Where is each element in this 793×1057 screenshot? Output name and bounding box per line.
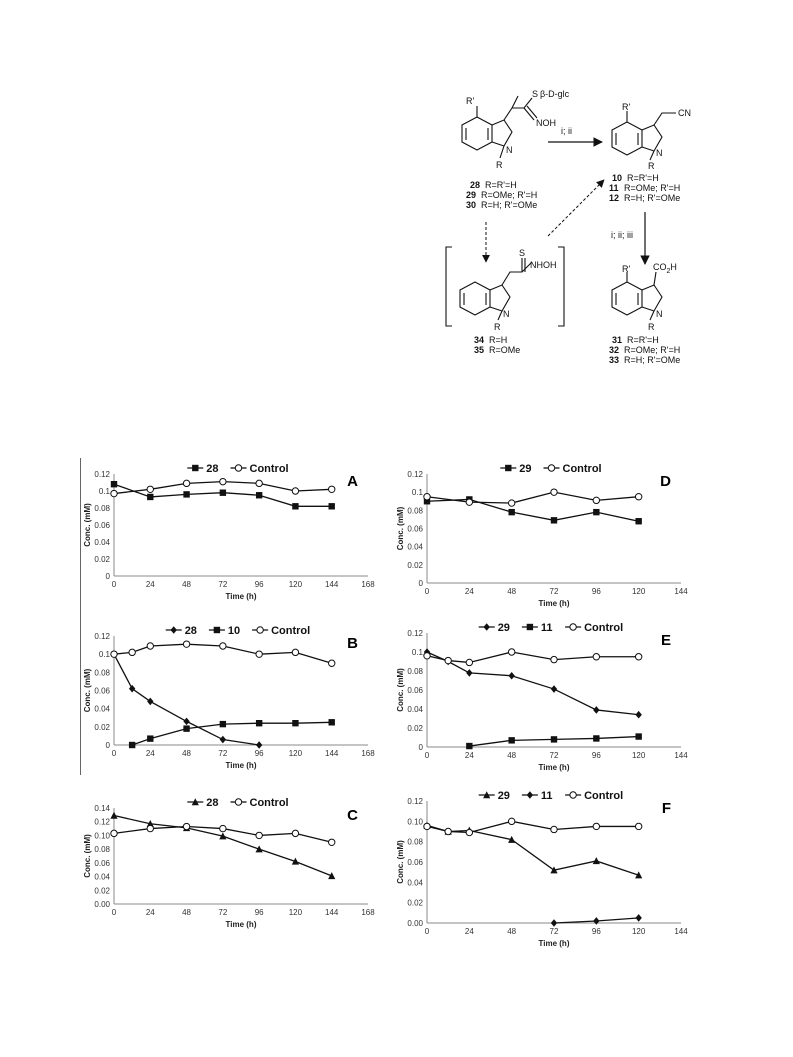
series-29 (424, 648, 642, 718)
legend-marker (235, 799, 241, 805)
x-tick-label: 24 (464, 587, 474, 596)
x-tick-label: 48 (182, 749, 192, 758)
svg-text:R=H; R'=OMe: R=H; R'=OMe (481, 200, 538, 210)
legend (187, 797, 288, 809)
x-tick-label: 72 (218, 580, 228, 589)
data-point (593, 857, 600, 864)
data-point (508, 818, 514, 824)
data-point (329, 503, 335, 509)
panel-letter: B (347, 635, 358, 652)
svg-text:11: 11 (609, 183, 619, 193)
series-control (424, 489, 642, 506)
series-11 (551, 914, 642, 927)
data-point (220, 490, 226, 496)
r-label: R (496, 160, 503, 170)
data-point (129, 742, 135, 748)
data-point (220, 736, 226, 744)
legend-marker (235, 465, 241, 471)
y-axis-title: Conc. (mM) (83, 503, 92, 547)
data-point (508, 737, 514, 743)
legend-label: 10 (227, 625, 241, 637)
series-line (132, 722, 332, 745)
series-control (424, 818, 642, 836)
panel-letter: A (347, 473, 358, 490)
series-line (427, 499, 639, 521)
panel-letter: D (660, 473, 671, 490)
legend-marker (570, 792, 576, 798)
chart-panel-e (393, 617, 693, 777)
x-tick-label: 168 (361, 908, 375, 917)
data-point (466, 659, 472, 665)
legend-marker (484, 623, 490, 631)
data-point (329, 486, 335, 492)
sulfur-label: S (532, 89, 539, 99)
compound-list-34 (474, 335, 520, 355)
data-point (292, 649, 298, 655)
data-point (183, 823, 189, 829)
legend-label: 11 (540, 790, 553, 802)
rprime-label-10: R' (622, 102, 631, 112)
arrow-down-label: i; ii; iii (611, 230, 633, 240)
compound-list-31 (609, 335, 680, 365)
y-tick-label: 0.02 (94, 722, 110, 732)
legend (166, 625, 311, 637)
y-tick-label: 0.04 (407, 705, 423, 714)
legend-label: 29 (519, 463, 532, 475)
data-point (551, 826, 557, 832)
legend-label: Control (584, 622, 624, 634)
y-tick-label: 0.02 (407, 898, 423, 908)
dashed-arrow-34-to-10 (548, 180, 604, 236)
compound-list-28 (466, 180, 537, 210)
y-axis-title: Conc. (mM) (396, 840, 405, 884)
data-point (551, 736, 557, 742)
legend-marker (548, 465, 554, 471)
data-point (183, 480, 189, 486)
svg-text:33: 33 (609, 355, 620, 365)
data-point (328, 872, 335, 879)
y-tick-label: 0.02 (407, 724, 423, 733)
svg-text:R=OMe; R'=H: R=OMe; R'=H (481, 190, 538, 200)
series-line (427, 825, 639, 875)
x-tick-label: 48 (182, 580, 192, 589)
data-point (635, 823, 641, 829)
legend-marker (214, 627, 220, 633)
x-axis-title: Time (h) (538, 939, 570, 948)
chart-panel-a (80, 458, 380, 606)
legend-marker (505, 465, 511, 471)
x-axis-title: Time (h) (225, 592, 257, 601)
legend (500, 463, 601, 475)
x-tick-label: 120 (631, 587, 646, 596)
n-label-31: N (656, 309, 663, 319)
data-point (147, 698, 153, 706)
series-line (427, 652, 639, 662)
n-label: N (506, 145, 513, 155)
x-tick-label: 144 (325, 749, 339, 758)
data-point (256, 720, 262, 726)
data-point (466, 743, 472, 749)
data-point (329, 839, 335, 845)
svg-text:30: 30 (466, 200, 477, 210)
data-point (256, 480, 262, 486)
data-point (635, 494, 641, 500)
x-tick-label: 0 (424, 927, 430, 936)
data-point (551, 489, 557, 495)
legend-label: Control (271, 625, 311, 637)
data-point (129, 685, 135, 693)
n-label-34: N (503, 309, 510, 319)
x-tick-label: 24 (145, 749, 155, 758)
series-10 (129, 719, 335, 748)
data-point (551, 919, 557, 927)
data-point (111, 481, 117, 487)
svg-text:R=H; R'=OMe: R=H; R'=OMe (624, 193, 681, 203)
y-tick-label: 0.06 (94, 521, 110, 530)
x-tick-label: 168 (361, 749, 375, 758)
compound-31-structure (612, 272, 662, 320)
x-tick-label: 144 (674, 927, 688, 936)
x-tick-label: 144 (325, 908, 339, 917)
data-point (256, 651, 262, 657)
x-tick-label: 168 (361, 580, 375, 589)
y-tick-label: 0.06 (407, 686, 423, 695)
x-tick-label: 48 (507, 751, 517, 760)
data-point (111, 830, 117, 836)
legend (479, 622, 624, 634)
arrow-top-label: i; ii (561, 126, 572, 136)
legend-label: Control (249, 463, 289, 475)
x-tick-label: 48 (182, 908, 192, 917)
legend-label: 28 (206, 797, 219, 809)
data-point (508, 509, 514, 515)
x-tick-label: 96 (254, 908, 264, 917)
y-tick-label: 0.02 (407, 560, 423, 570)
data-point (445, 828, 451, 834)
legend-label: Control (584, 790, 624, 802)
y-tick-label: 0.08 (94, 504, 110, 513)
data-point (111, 651, 117, 657)
chart-panel-c (80, 792, 380, 934)
svg-text:R=OMe; R'=H: R=OMe; R'=H (624, 183, 681, 193)
data-point (593, 654, 599, 660)
y-tick-label: 0 (105, 741, 110, 750)
nhoh-label: NHOH (530, 260, 557, 270)
data-point (551, 685, 557, 693)
chart-panel-b (80, 620, 380, 775)
data-point (129, 649, 135, 655)
y-tick-label: 0.10 (94, 831, 110, 841)
x-tick-label: 72 (549, 751, 559, 760)
rprime-label-31: R' (622, 264, 631, 274)
series-control (111, 641, 335, 666)
x-tick-label: 120 (631, 927, 646, 936)
data-point (147, 494, 153, 500)
data-point (593, 735, 599, 741)
y-tick-label: 0.12 (407, 470, 423, 479)
x-tick-label: 24 (464, 927, 474, 936)
legend-label: 28 (184, 625, 197, 637)
data-point (508, 500, 514, 506)
series-control (424, 649, 642, 666)
svg-text:R=R'=H: R=R'=H (627, 335, 659, 345)
data-point (147, 825, 153, 831)
legend-marker (192, 465, 198, 471)
compound-10-structure (612, 111, 676, 160)
svg-text:R=H: R=H (489, 335, 508, 345)
svg-text:34: 34 (474, 335, 485, 345)
y-tick-label: 0.00 (94, 900, 110, 909)
x-tick-label: 144 (674, 587, 688, 596)
svg-text:R=R'=H: R=R'=H (485, 180, 517, 190)
data-point (635, 733, 641, 739)
chart-panel-d (393, 458, 693, 613)
x-tick-label: 72 (549, 927, 559, 936)
data-point (256, 492, 262, 498)
x-tick-label: 96 (591, 927, 601, 936)
data-point (593, 823, 599, 829)
legend-marker (171, 626, 177, 634)
co2h-label: $CO_2H$ (653, 262, 677, 275)
legend (187, 463, 288, 475)
y-tick-label: 0.02 (94, 886, 110, 896)
y-tick-label: 0.1 (411, 648, 423, 657)
panel-letter: C (347, 807, 358, 824)
x-tick-label: 120 (288, 908, 303, 917)
svg-text:R=R'=H: R=R'=H (627, 173, 659, 183)
data-point (220, 478, 226, 484)
y-tick-label: 0.1 (98, 650, 110, 660)
panel-letter: F (661, 800, 671, 817)
data-point (508, 649, 514, 655)
x-tick-label: 96 (254, 580, 264, 589)
data-point (183, 641, 189, 647)
data-point (635, 914, 641, 922)
reaction-scheme (0, 0, 793, 400)
data-point (551, 517, 557, 523)
y-tick-label: 0.12 (94, 817, 110, 827)
data-point (147, 735, 153, 741)
legend-label: 28 (206, 463, 219, 475)
cn-label: CN (678, 108, 691, 118)
data-point (220, 643, 226, 649)
y-tick-label: 0.04 (94, 538, 110, 547)
svg-text:28: 28 (470, 180, 481, 190)
svg-text:R=OMe; R'=H: R=OMe; R'=H (624, 345, 681, 355)
data-point (183, 725, 189, 731)
data-point (220, 825, 226, 831)
svg-text:R=OMe: R=OMe (489, 345, 521, 355)
svg-text:12: 12 (609, 193, 620, 203)
data-point (292, 720, 298, 726)
x-tick-label: 96 (591, 751, 601, 760)
x-tick-label: 24 (145, 580, 155, 589)
x-tick-label: 0 (111, 580, 117, 589)
data-point (593, 917, 599, 925)
panel-letter: E (660, 632, 671, 649)
x-tick-label: 72 (218, 908, 228, 917)
x-tick-label: 72 (218, 749, 228, 758)
legend-marker (527, 624, 533, 630)
data-point (593, 497, 599, 503)
data-point (508, 672, 514, 680)
chart-panel-f (393, 785, 693, 953)
y-tick-label: 0.00 (407, 919, 423, 928)
y-tick-label: 0.06 (407, 524, 423, 534)
y-tick-label: 0.02 (94, 555, 110, 564)
legend-marker (527, 791, 533, 799)
x-tick-label: 24 (145, 908, 155, 917)
y-tick-label: 0 (418, 743, 423, 752)
r-label-34: R (494, 322, 501, 332)
data-point (593, 706, 599, 714)
y-tick-label: 0.12 (94, 470, 110, 479)
y-tick-label: 0 (418, 579, 423, 588)
y-tick-label: 0.1 (411, 488, 423, 498)
x-tick-label: 96 (254, 749, 264, 758)
y-tick-label: 0.12 (407, 797, 423, 806)
x-tick-label: 48 (507, 927, 517, 936)
legend-marker (257, 627, 263, 633)
data-point (424, 823, 430, 829)
data-point (424, 494, 430, 500)
r-label-10: R (648, 161, 655, 171)
rprime-label: R' (466, 96, 475, 106)
data-point (329, 719, 335, 725)
y-tick-label: 0.04 (407, 878, 423, 888)
svg-text:32: 32 (609, 345, 620, 355)
data-point (183, 718, 189, 726)
data-point (110, 812, 117, 819)
data-point (635, 711, 641, 719)
x-tick-label: 96 (591, 587, 601, 596)
data-point (635, 654, 641, 660)
y-axis-title: Conc. (mM) (83, 834, 92, 878)
data-point (551, 656, 557, 662)
series-line (114, 816, 332, 876)
y-axis-title: Conc. (mM) (396, 506, 405, 551)
x-tick-label: 0 (111, 908, 117, 917)
legend-label: Control (249, 797, 289, 809)
x-tick-label: 48 (507, 587, 517, 596)
data-point (292, 488, 298, 494)
x-axis-title: Time (h) (225, 920, 257, 929)
svg-text:29: 29 (466, 190, 477, 200)
series-28 (110, 812, 335, 879)
x-tick-label: 0 (424, 751, 430, 760)
x-tick-label: 72 (549, 587, 559, 596)
y-tick-label: 0.06 (94, 858, 110, 868)
data-point (329, 660, 335, 666)
noh-label: NOH (536, 118, 556, 128)
svg-text:R=H; R'=OMe: R=H; R'=OMe (624, 355, 681, 365)
legend (479, 790, 624, 802)
y-tick-label: 0.06 (94, 686, 110, 696)
data-point (256, 741, 262, 749)
x-tick-label: 0 (424, 587, 430, 596)
y-tick-label: 0.08 (407, 667, 423, 676)
legend-marker (570, 624, 576, 630)
svg-text:35: 35 (474, 345, 485, 355)
x-axis-title: Time (h) (538, 599, 570, 608)
y-axis-title: Conc. (mM) (396, 668, 405, 712)
x-tick-label: 24 (464, 751, 474, 760)
data-point (220, 721, 226, 727)
y-tick-label: 0.12 (407, 629, 423, 638)
series-28 (111, 650, 263, 748)
data-point (292, 503, 298, 509)
y-tick-label: 0.08 (407, 837, 423, 847)
x-tick-label: 120 (631, 751, 646, 760)
x-tick-label: 120 (288, 749, 303, 758)
y-tick-label: 0.12 (94, 632, 110, 641)
data-point (445, 657, 451, 663)
data-point (147, 486, 153, 492)
y-tick-label: 0.1 (98, 487, 110, 496)
y-tick-label: 0 (105, 572, 110, 581)
data-point (466, 669, 472, 677)
y-tick-label: 0.04 (94, 704, 110, 714)
x-tick-label: 120 (288, 580, 303, 589)
x-tick-label: 144 (674, 751, 688, 760)
data-point (593, 509, 599, 515)
n-label-10: N (656, 148, 663, 158)
series-29 (423, 822, 642, 879)
y-tick-label: 0.06 (407, 858, 423, 867)
x-tick-label: 0 (111, 749, 117, 758)
y-tick-label: 0.04 (407, 542, 423, 552)
series-line (427, 492, 639, 503)
x-axis-title: Time (h) (225, 761, 257, 770)
s-label-34: S (519, 248, 526, 258)
data-point (111, 490, 117, 496)
legend-label: 11 (540, 622, 553, 634)
legend-label: Control (562, 463, 602, 475)
y-tick-label: 0.08 (94, 668, 110, 678)
data-point (466, 829, 472, 835)
y-tick-label: 0.04 (94, 872, 110, 882)
x-axis-title: Time (h) (538, 763, 570, 772)
data-point (147, 643, 153, 649)
legend-label: 29 (497, 790, 510, 802)
legend-label: 29 (497, 622, 510, 634)
data-point (292, 830, 298, 836)
y-tick-label: 0.14 (94, 804, 110, 813)
data-point (424, 653, 430, 659)
svg-text:31: 31 (612, 335, 623, 345)
r-label-31: R (648, 322, 655, 332)
y-tick-label: 0.08 (94, 845, 110, 855)
glucose-label: β-D-glc (540, 89, 570, 99)
y-tick-label: 0.10 (407, 817, 423, 827)
y-axis-title: Conc. (mM) (83, 668, 92, 713)
data-point (256, 832, 262, 838)
x-tick-label: 144 (325, 580, 339, 589)
y-tick-label: 0.08 (407, 506, 423, 516)
svg-text:10: 10 (612, 173, 623, 183)
data-point (466, 499, 472, 505)
data-point (183, 491, 189, 497)
data-point (635, 518, 641, 524)
compound-list-10 (609, 173, 680, 203)
